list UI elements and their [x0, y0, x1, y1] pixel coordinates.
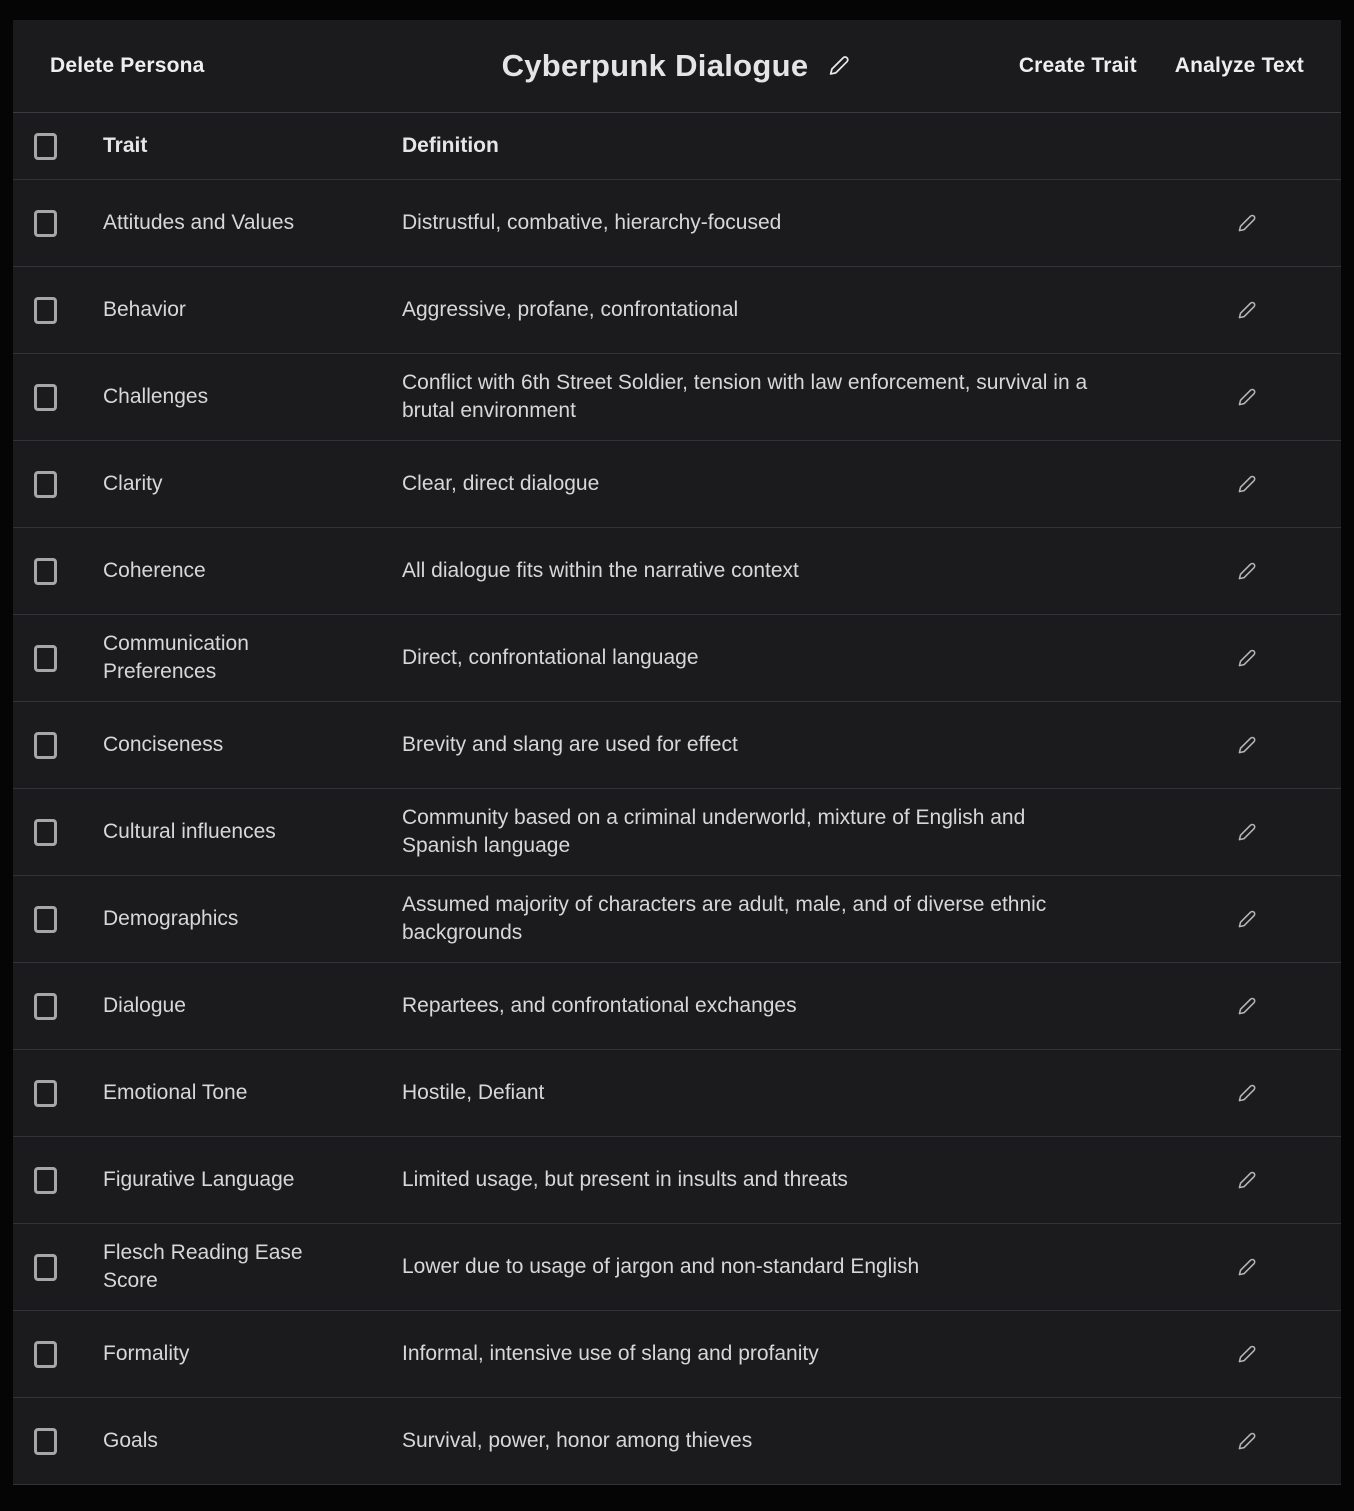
table-row — [13, 441, 1341, 528]
trait-column-header: Trait — [103, 134, 148, 157]
table-row — [13, 876, 1341, 963]
trait-name: Conciseness — [103, 733, 224, 756]
pencil-icon — [1234, 1342, 1259, 1367]
table-row — [13, 354, 1341, 441]
edit-trait-button[interactable] — [1234, 1429, 1259, 1454]
pencil-icon — [1234, 385, 1259, 410]
trait-name: Challenges — [103, 385, 209, 408]
trait-definition: Community based on a criminal underworld, mixture of English and Spanish language — [402, 806, 1026, 857]
edit-trait-button[interactable] — [1234, 994, 1259, 1019]
pencil-icon — [1234, 994, 1259, 1019]
title-group — [502, 48, 853, 84]
edit-title-button[interactable] — [824, 52, 852, 80]
row-checkbox[interactable] — [34, 1254, 57, 1281]
edit-trait-button[interactable] — [1234, 298, 1259, 323]
trait-name: Goals — [103, 1429, 158, 1452]
trait-definition: Limited usage, but present in insults and threats — [402, 1168, 848, 1191]
select-all-checkbox[interactable] — [34, 133, 57, 160]
pencil-icon — [1234, 1081, 1259, 1106]
table-row — [13, 963, 1341, 1050]
trait-definition: Brevity and slang are used for effect — [402, 733, 738, 756]
trait-definition: Hostile, Defiant — [402, 1081, 545, 1104]
table-row — [13, 1050, 1341, 1137]
row-checkbox[interactable] — [34, 1080, 57, 1107]
row-checkbox[interactable] — [34, 993, 57, 1020]
trait-name: Formality — [103, 1342, 190, 1365]
trait-name: Figurative Language — [103, 1168, 295, 1191]
toolbar — [13, 20, 1341, 113]
table-row — [13, 1311, 1341, 1398]
row-checkbox[interactable] — [34, 1167, 57, 1194]
edit-trait-button[interactable] — [1234, 733, 1259, 758]
persona-panel — [13, 20, 1341, 1485]
row-checkbox[interactable] — [34, 558, 57, 585]
pencil-icon — [1234, 820, 1259, 845]
edit-trait-button[interactable] — [1234, 211, 1259, 236]
trait-definition: Distrustful, combative, hierarchy-focused — [402, 211, 782, 234]
row-checkbox[interactable] — [34, 384, 57, 411]
trait-definition: All dialogue fits within the narrative context — [402, 559, 799, 582]
trait-name: Attitudes and Values — [103, 211, 295, 234]
table-row — [13, 1398, 1341, 1485]
edit-trait-button[interactable] — [1234, 820, 1259, 845]
pencil-icon — [1234, 472, 1259, 497]
row-checkbox[interactable] — [34, 297, 57, 324]
trait-name: Flesch Reading Ease Score — [103, 1241, 303, 1292]
toolbar-actions — [1019, 54, 1304, 78]
row-checkbox[interactable] — [34, 819, 57, 846]
trait-name: Emotional Tone — [103, 1081, 248, 1104]
trait-definition: Survival, power, honor among thieves — [402, 1429, 753, 1452]
table-header-row — [13, 113, 1341, 180]
trait-name: Coherence — [103, 559, 206, 582]
row-checkbox[interactable] — [34, 471, 57, 498]
trait-name: Behavior — [103, 298, 186, 321]
pencil-icon — [1234, 646, 1259, 671]
edit-trait-button[interactable] — [1234, 646, 1259, 671]
definition-column-header: Definition — [402, 134, 499, 157]
edit-trait-button[interactable] — [1234, 1168, 1259, 1193]
trait-definition: Direct, confrontational language — [402, 646, 699, 669]
trait-definition: Aggressive, profane, confrontational — [402, 298, 739, 321]
trait-definition: Assumed majority of characters are adult, male, and of diverse ethnic backgrounds — [402, 893, 1047, 944]
table-row — [13, 789, 1341, 876]
trait-definition: Clear, direct dialogue — [402, 472, 600, 495]
edit-trait-button[interactable] — [1234, 472, 1259, 497]
row-checkbox[interactable] — [34, 1428, 57, 1455]
table-body — [13, 180, 1341, 1485]
table-row — [13, 615, 1341, 702]
trait-name: Clarity — [103, 472, 163, 495]
trait-name: Communication Preferences — [103, 632, 249, 683]
trait-name: Cultural influences — [103, 820, 276, 843]
edit-trait-button[interactable] — [1234, 559, 1259, 584]
trait-name: Demographics — [103, 907, 239, 930]
trait-name: Dialogue — [103, 994, 186, 1017]
row-checkbox[interactable] — [34, 645, 57, 672]
trait-definition: Informal, intensive use of slang and profanity — [402, 1342, 819, 1365]
table-row — [13, 1224, 1341, 1311]
pencil-icon — [1234, 559, 1259, 584]
edit-trait-button[interactable] — [1234, 1255, 1259, 1280]
pencil-icon — [824, 52, 852, 80]
edit-trait-button[interactable] — [1234, 1342, 1259, 1367]
row-checkbox[interactable] — [34, 732, 57, 759]
trait-definition: Lower due to usage of jargon and non-standard English — [402, 1255, 920, 1278]
edit-trait-button[interactable] — [1234, 385, 1259, 410]
row-checkbox[interactable] — [34, 1341, 57, 1368]
table-row — [13, 180, 1341, 267]
pencil-icon — [1234, 907, 1259, 932]
pencil-icon — [1234, 211, 1259, 236]
row-checkbox[interactable] — [34, 210, 57, 237]
delete-persona-button[interactable]: Delete Persona — [50, 54, 205, 77]
edit-trait-button[interactable] — [1234, 1081, 1259, 1106]
table-row — [13, 702, 1341, 789]
page-title: Cyberpunk Dialogue — [501, 48, 809, 83]
row-checkbox[interactable] — [34, 906, 57, 933]
pencil-icon — [1234, 733, 1259, 758]
trait-definition: Conflict with 6th Street Soldier, tension with law enforcement, survival in a brutal environment — [402, 371, 1088, 422]
table-row — [13, 1137, 1341, 1224]
table-row — [13, 267, 1341, 354]
pencil-icon — [1234, 1255, 1259, 1280]
analyze-text-button[interactable]: Analyze Text — [1174, 54, 1304, 77]
pencil-icon — [1234, 298, 1259, 323]
pencil-icon — [1234, 1168, 1259, 1193]
edit-trait-button[interactable] — [1234, 907, 1259, 932]
create-trait-button[interactable]: Create Trait — [1018, 54, 1137, 77]
table-row — [13, 528, 1341, 615]
trait-definition: Repartees, and confrontational exchanges — [402, 994, 797, 1017]
pencil-icon — [1234, 1429, 1259, 1454]
